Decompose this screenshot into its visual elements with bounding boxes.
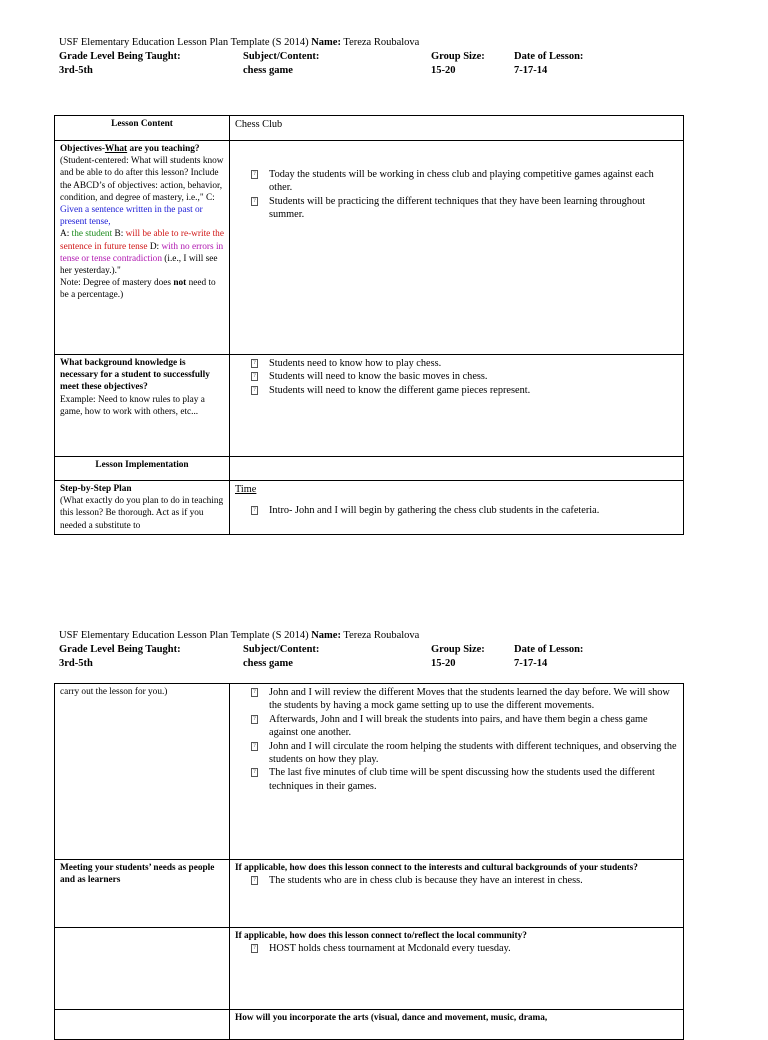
objectives-row	[55, 141, 684, 355]
list-item: ? Today the students will be working in chess club and playing competitive games against each other.	[251, 168, 678, 195]
step-list-cell	[230, 481, 684, 535]
community-question: If applicable, how does this lesson connect to/reflect the local community?	[235, 931, 527, 941]
page2-header	[59, 629, 699, 671]
name-value: Tereza Roubalova	[343, 630, 420, 641]
time-label: Time	[235, 484, 257, 495]
group-label: Group Size:	[431, 51, 485, 62]
grade-value: 3rd-5th	[59, 658, 93, 669]
lesson-content-row	[55, 116, 684, 141]
community-row	[55, 928, 684, 1010]
group-value: 15-20	[431, 65, 456, 76]
list-item: ? Intro- John and I will begin by gathering the chess club students in the cafeteria.	[251, 504, 678, 517]
checkbox-icon: ?	[251, 197, 258, 206]
subject-value: chess game	[243, 658, 293, 669]
list-item: ? John and I will review the different Moves that the students learned the day before. We will show the students by having a mock game setting up to use the different movements.	[251, 686, 678, 713]
grade-value: 3rd-5th	[59, 65, 93, 76]
objectives-list	[235, 168, 678, 222]
subject-label: Subject/Content:	[243, 51, 320, 62]
date-label: Date of Lesson:	[514, 644, 584, 655]
subject-label: Subject/Content:	[243, 644, 320, 655]
interests-list	[235, 874, 678, 887]
arts-row	[55, 1010, 684, 1040]
interests-question: If applicable, how does this lesson connect to the interests and cultural backgrounds of your students?	[235, 863, 638, 873]
background-list	[235, 357, 678, 397]
step-continued-cell: carry out the lesson for you.)	[55, 684, 230, 860]
background-row	[55, 355, 684, 457]
grade-label: Grade Level Being Taught:	[59, 51, 181, 62]
name-value: Tereza Roubalova	[343, 37, 420, 48]
list-item: ? HOST holds chess tournament at Mcdonald every tuesday.	[251, 942, 678, 955]
page1-header	[59, 36, 699, 78]
list-item: ? Students need to know how to play chess.	[251, 357, 678, 370]
objectives-cell: Objectives-What are you teaching? (Student-centered: What will students know and be able to do after this lesson? Include the ABCD’s of objectives: action, behavior, condition, and degree of mastery, i.e.," C: Given a sentence written in the past or present tense, A: the student B: will be able to re-write the sentence in future tense D: with no errors in tense or tense contradiction (i.e., I will see her yesterday.)." Note: Degree of mastery does not need to be a percentage.)	[55, 141, 230, 355]
arts-question: How will you incorporate the arts (visual, dance and movement, music, drama,	[230, 1010, 684, 1040]
community-cell	[230, 928, 684, 1010]
step-continued-list-cell	[230, 684, 684, 860]
step-continued-row	[55, 684, 684, 860]
lesson-content-value: Chess Club	[230, 116, 684, 141]
date-value: 7-17-14	[514, 658, 548, 669]
step-row	[55, 481, 684, 535]
date-value: 7-17-14	[514, 65, 548, 76]
background-cell: What background knowledge is necessary for a student to successfully meet these objectives? Example: Need to know rules to play a game, how to work with others, etc...	[55, 355, 230, 457]
group-label: Group Size:	[431, 644, 485, 655]
checkbox-icon: ?	[251, 876, 258, 885]
subject-value: chess game	[243, 65, 293, 76]
step-cell: Step-by-Step Plan (What exactly do you plan to do in teaching this lesson? Be thorough. Act as if you needed a substitute to	[55, 481, 230, 535]
needs-row	[55, 860, 684, 928]
interests-cell	[230, 860, 684, 928]
checkbox-icon: ?	[251, 944, 258, 953]
lesson-content-label: Lesson Content	[55, 116, 230, 141]
implementation-label: Lesson Implementation	[55, 457, 230, 481]
checkbox-icon: ?	[251, 715, 258, 724]
needs-label: Meeting your students’ needs as people and as learners	[55, 860, 230, 928]
name-label: Name:	[311, 37, 341, 48]
template-title: USF Elementary Education Lesson Plan Template (S 2014)	[59, 630, 309, 641]
list-item: ? The students who are in chess club is because they have an interest in chess.	[251, 874, 678, 887]
checkbox-icon: ?	[251, 359, 258, 368]
checkbox-icon: ?	[251, 768, 258, 777]
community-list	[235, 942, 678, 955]
checkbox-icon: ?	[251, 688, 258, 697]
list-item: ? Students will need to know the basic moves in chess.	[251, 370, 678, 383]
implementation-row	[55, 457, 684, 481]
checkbox-icon: ?	[251, 170, 258, 179]
checkbox-icon: ?	[251, 386, 258, 395]
objectives-list-cell	[230, 141, 684, 355]
group-value: 15-20	[431, 658, 456, 669]
list-item: ? Students will be practicing the different techniques that they have been learning throughout summer.	[251, 195, 678, 222]
date-label: Date of Lesson:	[514, 51, 584, 62]
list-item: ? The last five minutes of club time will be spent discussing how the students used the different techniques in their games.	[251, 766, 678, 793]
background-list-cell	[230, 355, 684, 457]
list-item: ? Afterwards, John and I will break the students into pairs, and have them begin a chess game against one another.	[251, 713, 678, 740]
page1-lesson-table	[54, 115, 684, 535]
template-title: USF Elementary Education Lesson Plan Template (S 2014)	[59, 37, 309, 48]
grade-label: Grade Level Being Taught:	[59, 644, 181, 655]
list-item: ? Students will need to know the different game pieces represent.	[251, 384, 678, 397]
page2-lesson-table	[54, 683, 684, 1040]
step-continued-list	[235, 686, 678, 793]
checkbox-icon: ?	[251, 742, 258, 751]
checkbox-icon: ?	[251, 506, 258, 515]
list-item: ? John and I will circulate the room helping the students with different techniques, and observing the students on how they play.	[251, 740, 678, 767]
step-list	[235, 504, 678, 517]
name-label: Name:	[311, 630, 341, 641]
checkbox-icon: ?	[251, 372, 258, 381]
